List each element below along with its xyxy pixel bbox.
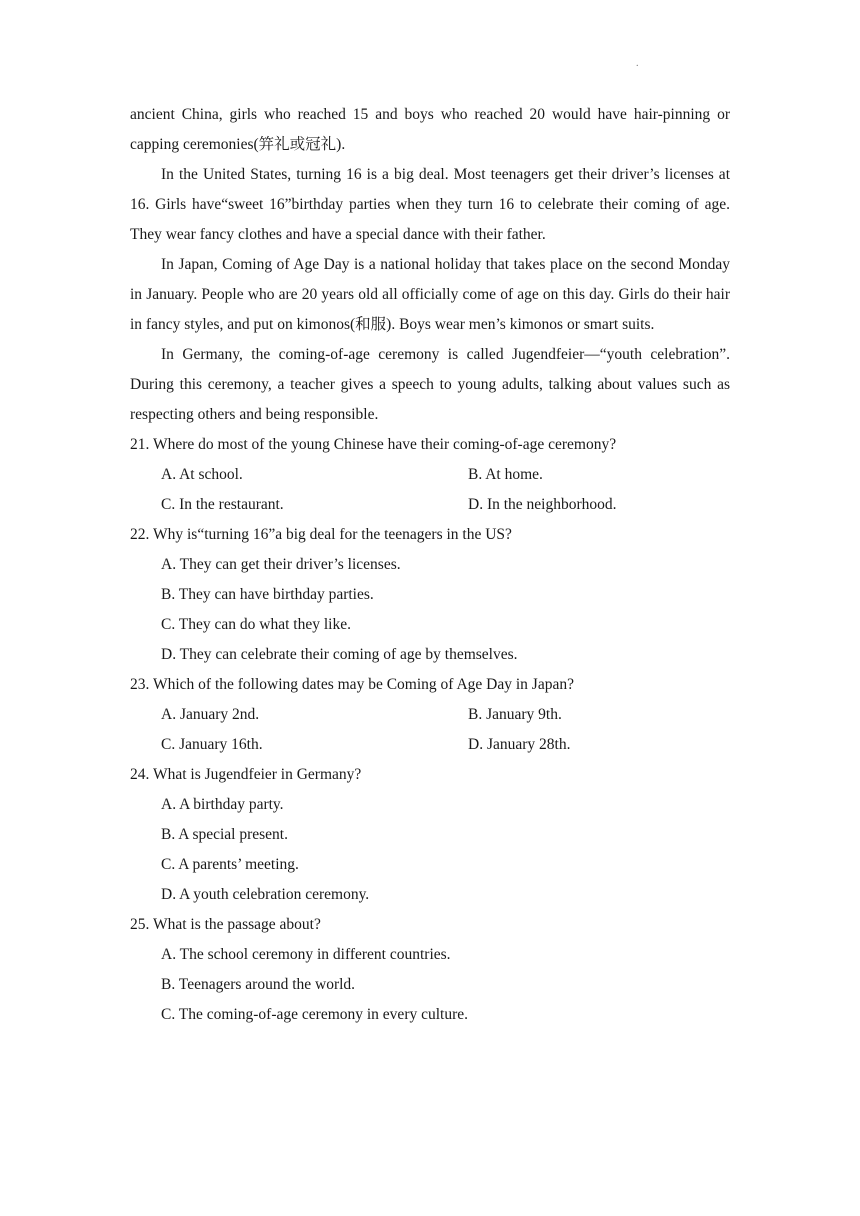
- options-list: [130, 790, 730, 910]
- option-a: A. A birthday party.: [161, 796, 284, 813]
- option-a: A. January 2nd.: [161, 706, 260, 723]
- options-list: [130, 550, 730, 670]
- question-21: [130, 430, 730, 520]
- options-grid: [130, 460, 730, 520]
- option-a: A. The school ceremony in different countries.: [161, 946, 451, 963]
- option-d: D. January 28th.: [468, 736, 571, 753]
- passage-paragraph-2: In the United States, turning 16 is a big deal. Most teenagers get their driver’s licenses at 16. Girls have“sweet 16”birthday parties when they turn 16 to celebrate their coming of age. They wear fancy clothes and have a special dance with their father.: [130, 166, 730, 243]
- question-stem: 25. What is the passage about?: [130, 916, 321, 933]
- option-c: C. They can do what they like.: [161, 616, 351, 633]
- option-b: B. A special present.: [161, 826, 288, 843]
- passage-paragraph-1: ancient China, girls who reached 15 and boys who reached 20 would have hair-pinning or capping ceremonies(笄礼或冠礼).: [130, 106, 730, 153]
- option-d: D. They can celebrate their coming of age by themselves.: [161, 646, 518, 663]
- document-page: [130, 100, 730, 1030]
- question-23: [130, 670, 730, 760]
- question-24: [130, 760, 730, 910]
- option-c: C. In the restaurant.: [161, 496, 284, 513]
- question-stem: 24. What is Jugendfeier in Germany?: [130, 766, 362, 783]
- option-d: D. In the neighborhood.: [468, 496, 617, 513]
- options-grid: [130, 700, 730, 760]
- option-a: A. At school.: [161, 466, 243, 483]
- passage-paragraph-3: In Japan, Coming of Age Day is a national holiday that takes place on the second Monday in January. People who are 20 years old all officially come of age on this day. Girls do their hair in fancy styles, and put on kimonos(和服). Boys wear men’s kimonos or smart suits.: [130, 256, 730, 333]
- option-d: D. A youth celebration ceremony.: [161, 886, 370, 903]
- option-c: C. A parents’ meeting.: [161, 856, 299, 873]
- option-b: B. January 9th.: [468, 706, 562, 723]
- option-c: C. January 16th.: [161, 736, 263, 753]
- passage-paragraph-4: In Germany, the coming-of-age ceremony is called Jugendfeier—“youth celebration”. During this ceremony, a teacher gives a speech to young adults, talking about values such as respecting others and being responsible.: [130, 346, 730, 423]
- header-mark: .: [636, 58, 639, 69]
- question-stem: 23. Which of the following dates may be Coming of Age Day in Japan?: [130, 676, 574, 693]
- option-b: B. Teenagers around the world.: [161, 976, 356, 993]
- option-b: B. They can have birthday parties.: [161, 586, 374, 603]
- question-stem: 22. Why is“turning 16”a big deal for the teenagers in the US?: [130, 526, 512, 543]
- question-25: [130, 910, 730, 1030]
- question-stem: 21. Where do most of the young Chinese have their coming-of-age ceremony?: [130, 436, 617, 453]
- options-list: [130, 940, 730, 1030]
- option-b: B. At home.: [468, 466, 543, 483]
- option-a: A. They can get their driver’s licenses.: [161, 556, 401, 573]
- option-c: C. The coming-of-age ceremony in every culture.: [161, 1006, 469, 1023]
- question-22: [130, 520, 730, 670]
